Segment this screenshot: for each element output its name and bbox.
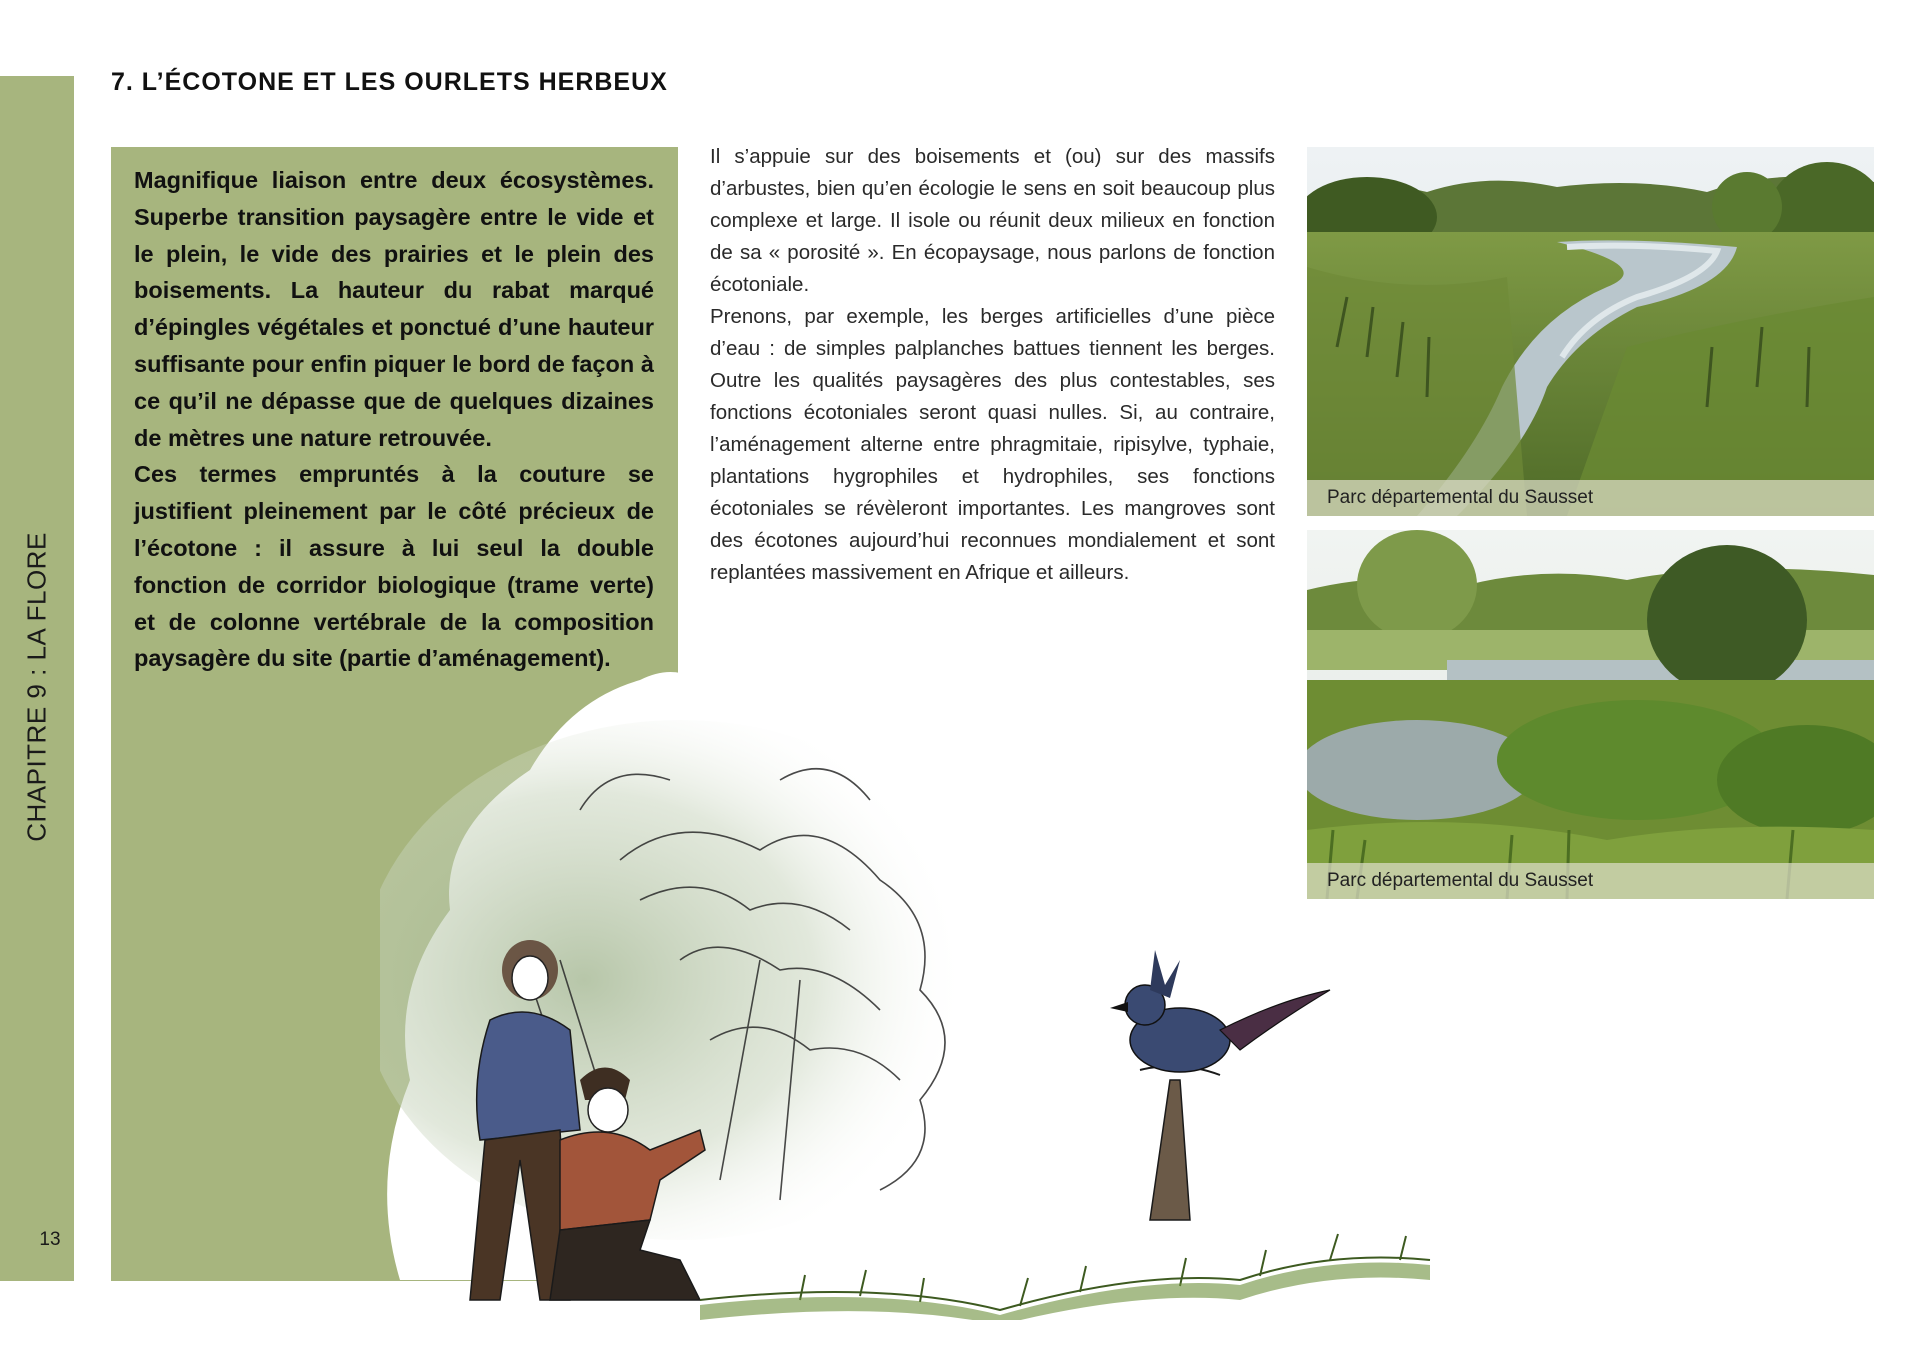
section-title: 7. L’ÉCOTONE ET LES OURLETS HERBEUX — [111, 68, 668, 96]
page-number: 13 — [39, 1229, 61, 1250]
body-paragraph-2: Prenons, par exemple, les berges artificielles d’une pièce d’eau : de simples palplanches battues tiennent les berges. Outre les qualités paysagères des plus contestables, ses fonctions écotoniales seront quasi nulles. Si, au contraire, l’aménagement alterne entre phragmitaie, ripisylve, typhaie, plantations hygrophiles et hydrophiles, ses fonctions écotoniales se révèleront importantes. Les mangroves sont des écotones aujourd’hui reconnues mondialement et sont replantées massivement en Afrique et ailleurs. — [710, 305, 1275, 584]
highlight-text — [134, 162, 654, 677]
highlight-paragraph-2: Ces termes empruntés à la couture se justifient pleinement par le côté précieux de l’écotone : il assure à lui seul la double fonction de corridor biologique (trame verte) et de colonne vertébrale de la composition paysagère du site (partie d’aménagement). — [134, 461, 654, 672]
river-meadow-image — [1307, 147, 1874, 516]
chapter-label: CHAPITRE 9 : LA FLORE — [21, 532, 52, 842]
body-paragraph-1: Il s’appuie sur des boisements et (ou) sur des massifs d’arbustes, bien qu’en écologie le sens en soit beaucoup plus complexe et large. Il isole ou réunit deux milieux en fonction de sa « porosité ». En écopaysage, nous parlons de fonction écotoniale. — [710, 145, 1275, 296]
highlight-paragraph-1: Magnifique liaison entre deux écosystèmes. Superbe transition paysagère entre le vide et le plein, le vide des prairies et le plein des boisements. La hauteur du rabat marqué d’épingles végétales et ponctué d’une hauteur suffisante pour enfin piquer le bord de façon à ce qu’il ne dépasse que de quelques dizaines de mètres une nature retrouvée. — [134, 167, 654, 451]
illustration-figures-bird — [380, 660, 1560, 1320]
body-text — [710, 141, 1275, 589]
photo-caption-2: Parc départemental du Sausset — [1307, 863, 1874, 899]
bird-on-stump — [1110, 950, 1330, 1220]
ink-illustration — [380, 660, 1560, 1320]
photo-caption-1: Parc départemental du Sausset — [1307, 480, 1874, 516]
photo-river-meadow — [1307, 147, 1874, 516]
